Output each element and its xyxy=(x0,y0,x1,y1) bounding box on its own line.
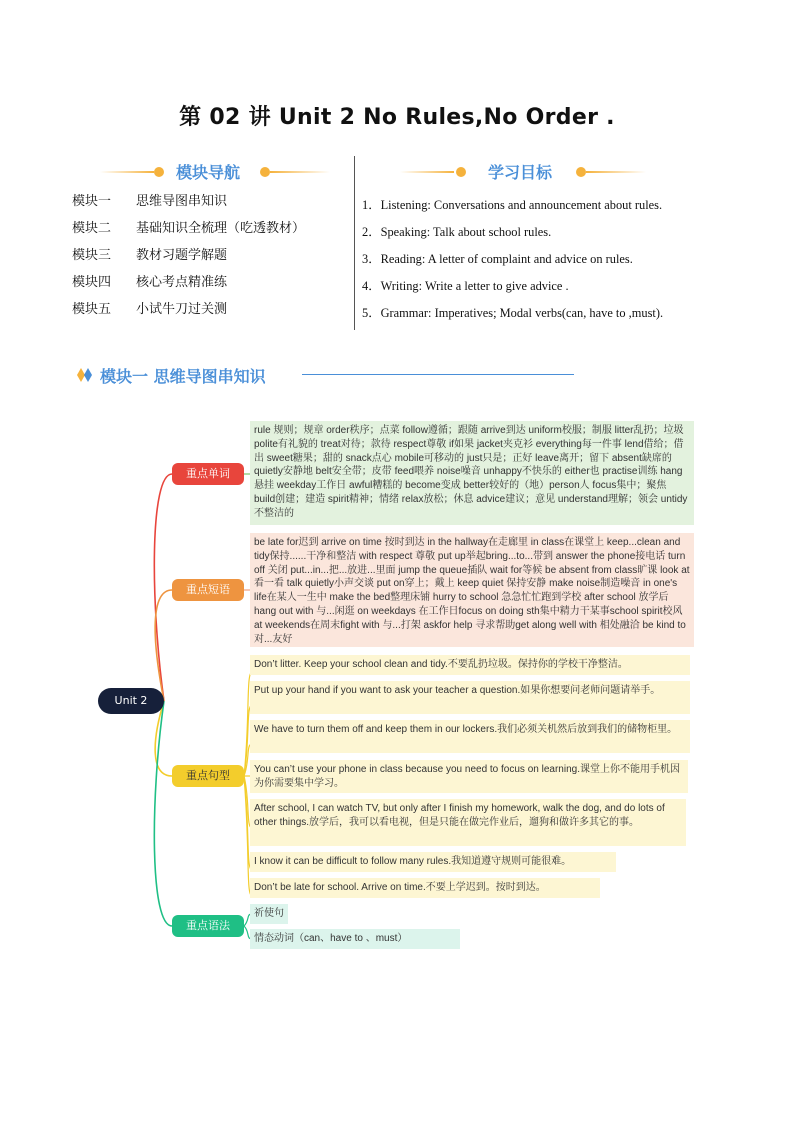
header-dot-right xyxy=(260,167,270,177)
module-nav-title: 模块导航 xyxy=(176,163,241,182)
sentence-item: After school, I can watch TV, but only after I finish my homework, walk the dog, and do lots of other things.放学后，我可以看电视，但是只能在做完作业后，遛狗和做许多其它的事。 xyxy=(250,799,686,846)
module-item xyxy=(72,244,352,271)
header-line-left xyxy=(100,171,154,173)
module-label: 小试牛刀过关测 xyxy=(136,302,228,317)
page-title: 第 02 讲 Unit 2 No Rules,No Order . xyxy=(179,105,615,130)
module-item xyxy=(72,217,352,244)
learning-goals-header xyxy=(400,160,660,184)
grammar-item: 情态动词（can、have to 、must） xyxy=(250,929,460,949)
module-key: 模块五 xyxy=(72,302,112,317)
key-phrases-box: be late for迟到 arrive on time 按时到达 in the hallway在走廊里 in class在课堂上 keep...clean and tidy保持......干净和整洁 with respect 尊敬 put up举起bring...to...带到 answer the phone接电话 turn off 关闭 put...in...把...放进...里面 jump the queue插队 wait for等候 be absent from class旷课 look at 看一看 talk quietly小声交谈 put on穿上；戴上 keep quiet 保持安静 make noise制造噪音 in one's life在某人一生中 make the bed整理床铺 hurry to school 急急忙忙跑到学校 after school 放学后 hang out with 与...闲逛 on weekdays 在工作日focus on doing sth集中精力干某事school spirit校风 at weekends在周末fight with 与...打架 askfor help 寻求帮助get along well with 相处融洽 be kind to 对...友好 xyxy=(250,533,694,647)
double-diamond-icon xyxy=(76,367,94,383)
branch-key-grammar: 重点语法 xyxy=(172,915,244,937)
branch-key-phrases: 重点短语 xyxy=(172,579,244,601)
mindmap-root-node: Unit 2 xyxy=(98,688,164,714)
header-dot-left xyxy=(154,167,164,177)
sentence-item: We have to turn them off and keep them in our lockers.我们必须关机然后放到我们的储物柜里。 xyxy=(250,720,690,753)
header-line-right xyxy=(270,171,330,173)
learning-goals-title: 学习目标 xyxy=(488,163,553,182)
sentence-item: I know it can be difficult to follow many rules.我知道遵守规则可能很难。 xyxy=(250,852,616,872)
branch-key-words: 重点单词 xyxy=(172,463,244,485)
module-label: 核心考点精准练 xyxy=(136,275,228,290)
header-line-left xyxy=(400,171,454,173)
module-label: 教材习题学解题 xyxy=(136,248,228,263)
goal-item: 5．Grammar: Imperatives; Modal verbs(can, have to ,must). xyxy=(362,306,664,320)
module-list xyxy=(72,190,352,325)
column-divider xyxy=(354,156,355,330)
sentence-item: Don’t be late for school. Arrive on time.不要上学迟到。按时到达。 xyxy=(250,878,600,898)
header-dot-right xyxy=(576,167,586,177)
module-label: 思维导图串知识 xyxy=(136,194,228,209)
grammar-item: 祈使句 xyxy=(250,904,288,924)
key-words-box: rule 规则；规章 order秩序；点菜 follow遵循；跟随 arrive到达 uniform校服；制服 litter乱扔；垃圾 polite有礼貌的 treat对待；款待 respect尊敬 if如果 jacket夹克衫 everything每一件事 lend借给；借出 sweet糖果；甜的 snack点心 mobile可移动的 just只是；正好 leave离开；留下 absent缺席的 quietly安静地 belt安全带；皮带 feed喂养 noise噪音 unhappy不快乐的 either也 practise训练 hang悬挂 weekday工作日 awful糟糕的 become变成 better较好的（地）person人 focus集中；聚焦 build创建；建造 spirit精神；情绪 relax放松；休息 advice建议；意见 understand理解；领会 untidy不整洁的 xyxy=(250,421,694,525)
header-dot-left xyxy=(456,167,466,177)
module-item xyxy=(72,298,352,325)
module-key: 模块二 xyxy=(72,221,112,236)
module-key: 模块四 xyxy=(72,275,112,290)
branch-key-sentences: 重点句型 xyxy=(172,765,244,787)
module-nav-header xyxy=(100,160,340,184)
sentence-item: You can’t use your phone in class because you need to focus on learning.课堂上你不能用手机因为你需要集中学习。 xyxy=(250,760,688,793)
section-rule xyxy=(302,374,574,375)
module-item xyxy=(72,190,352,217)
sentence-item: Don’t litter. Keep your school clean and tidy.不要乱扔垃圾。保持你的学校干净整洁。 xyxy=(250,655,690,675)
module-key: 模块一 xyxy=(72,194,112,209)
header-line-right xyxy=(586,171,646,173)
goal-item: 2．Speaking: Talk about school rules. xyxy=(362,225,552,239)
section-header xyxy=(76,364,586,386)
goal-item: 1．Listening: Conversations and announcement about rules. xyxy=(362,198,663,212)
module-label: 基础知识全梳理（吃透教材） xyxy=(136,221,306,236)
section-title: 模块一 思维导图串知识 xyxy=(100,367,266,386)
goal-list xyxy=(362,195,742,330)
goal-item: 3．Reading: A letter of complaint and advice on rules. xyxy=(362,252,633,266)
module-key: 模块三 xyxy=(72,248,112,263)
module-item xyxy=(72,271,352,298)
goal-item: 4．Writing: Write a letter to give advice . xyxy=(362,279,569,293)
sentence-item: Put up your hand if you want to ask your teacher a question.如果你想要问老师问题请举手。 xyxy=(250,681,690,714)
